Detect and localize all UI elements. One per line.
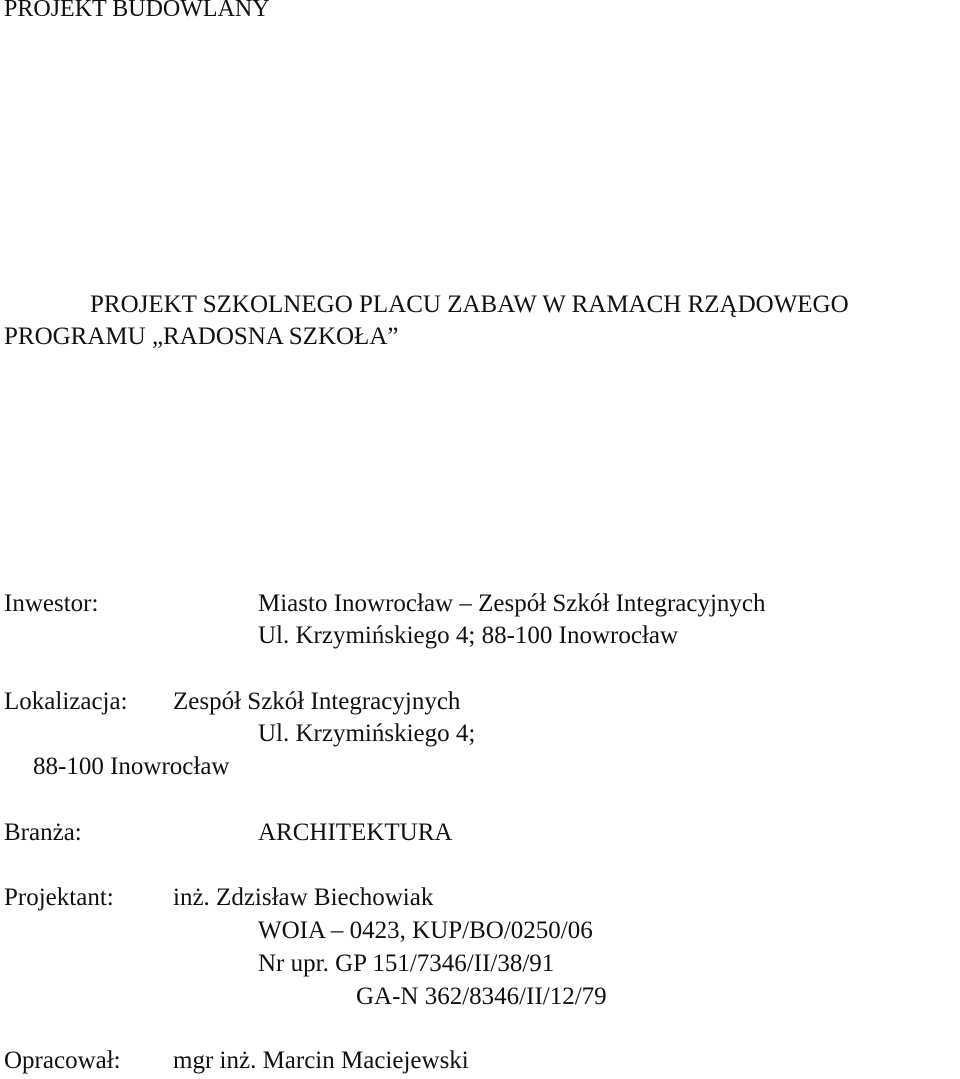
investor-label: Inwestor: <box>4 590 99 617</box>
designer-license-2: Nr upr. GP 151/7346/II/38/91 <box>258 950 555 977</box>
designer-license-3: GA-N 362/8346/II/12/79 <box>356 983 607 1010</box>
prepared-by-label: Opracował: <box>4 1047 121 1074</box>
prepared-by-name: mgr inż. Marcin Maciejewski <box>173 1047 469 1074</box>
document-header: PROJEKT BUDOWLANY <box>4 0 270 22</box>
designer-name: inż. Zdzisław Biechowiak <box>173 884 434 911</box>
project-title-line-1: PROJEKT SZKOLNEGO PLACU ZABAW W RAMACH RZĄDOWEGO <box>90 291 849 318</box>
location-line-2: Ul. Krzymińskiego 4; <box>258 720 476 747</box>
investor-line-2: Ul. Krzymińskiego 4; 88-100 Inowrocław <box>258 622 679 649</box>
project-title-line-2: PROGRAMU „RADOSNA SZKOŁA” <box>4 323 399 350</box>
branch-value: ARCHITEKTURA <box>258 819 453 846</box>
location-line-1: Zespół Szkół Integracyjnych <box>173 688 461 715</box>
location-line-3: 88-100 Inowrocław <box>33 753 230 780</box>
designer-license-1: WOIA – 0423, KUP/BO/0250/06 <box>258 917 593 944</box>
investor-line-1: Miasto Inowrocław – Zespół Szkół Integracyjnych <box>258 590 766 617</box>
branch-label: Branża: <box>4 819 82 846</box>
designer-label: Projektant: <box>4 884 114 911</box>
location-label: Lokalizacja: <box>4 688 128 715</box>
